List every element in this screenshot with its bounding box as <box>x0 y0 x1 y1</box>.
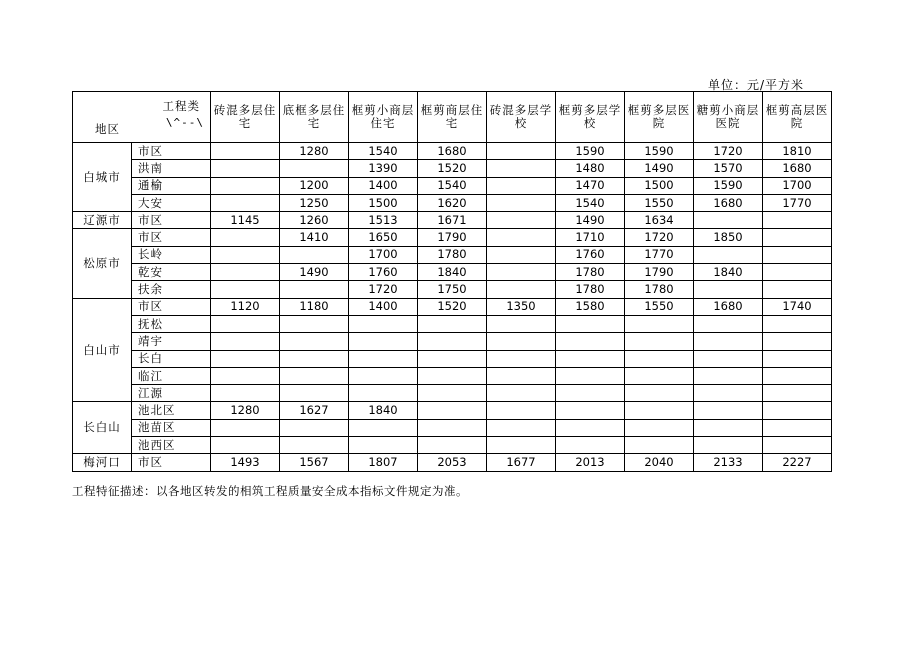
value-cell <box>763 315 832 332</box>
value-cell <box>487 315 556 332</box>
value-cell: 1627 <box>280 402 349 419</box>
value-cell <box>211 160 280 177</box>
value-cell: 1180 <box>280 298 349 315</box>
value-cell: 1720 <box>349 281 418 298</box>
value-cell <box>763 385 832 402</box>
table-row <box>73 367 832 384</box>
value-cell: 1634 <box>625 212 694 229</box>
value-cell: 1480 <box>556 160 625 177</box>
value-cell <box>418 315 487 332</box>
value-cell: 1780 <box>625 281 694 298</box>
value-cell: 1250 <box>280 194 349 211</box>
value-cell <box>211 264 280 281</box>
value-cell <box>694 212 763 229</box>
value-cell <box>418 419 487 436</box>
value-cell <box>556 419 625 436</box>
value-cell: 1810 <box>763 143 832 160</box>
value-cell <box>694 315 763 332</box>
value-cell <box>280 315 349 332</box>
diagonal-mark: \^--\ <box>165 116 204 129</box>
subregion-cell: 市区 <box>132 454 211 471</box>
value-cell <box>280 419 349 436</box>
value-cell: 1740 <box>763 298 832 315</box>
value-cell <box>763 264 832 281</box>
value-cell <box>625 367 694 384</box>
value-cell <box>487 264 556 281</box>
column-header: 砖混多层学校 <box>487 92 556 143</box>
value-cell <box>211 437 280 454</box>
value-cell <box>211 333 280 350</box>
value-cell <box>280 350 349 367</box>
value-cell: 1540 <box>556 194 625 211</box>
subregion-cell: 大安 <box>132 194 211 211</box>
value-cell: 1490 <box>625 160 694 177</box>
value-cell: 1590 <box>625 143 694 160</box>
value-cell: 1760 <box>349 264 418 281</box>
value-cell <box>280 246 349 263</box>
table-row <box>73 212 832 229</box>
value-cell <box>280 437 349 454</box>
value-cell <box>556 333 625 350</box>
value-cell <box>487 229 556 246</box>
value-cell <box>625 437 694 454</box>
value-cell: 1400 <box>349 298 418 315</box>
value-cell <box>487 350 556 367</box>
value-cell: 1580 <box>556 298 625 315</box>
value-cell <box>763 212 832 229</box>
value-cell: 1550 <box>625 298 694 315</box>
table-row <box>73 281 832 298</box>
value-cell <box>625 333 694 350</box>
value-cell: 1590 <box>556 143 625 160</box>
value-cell <box>625 315 694 332</box>
value-cell <box>763 419 832 436</box>
value-cell <box>556 367 625 384</box>
column-header: 框剪高层医院 <box>763 92 832 143</box>
value-cell <box>763 437 832 454</box>
value-cell: 1840 <box>349 402 418 419</box>
subregion-cell: 池苗区 <box>132 419 211 436</box>
subregion-cell: 市区 <box>132 298 211 315</box>
subregion-cell: 乾安 <box>132 264 211 281</box>
value-cell: 1500 <box>349 194 418 211</box>
value-cell <box>694 385 763 402</box>
value-cell: 1680 <box>694 298 763 315</box>
value-cell <box>625 402 694 419</box>
value-cell <box>349 385 418 402</box>
value-cell: 2040 <box>625 454 694 471</box>
value-cell <box>625 350 694 367</box>
value-cell <box>487 281 556 298</box>
value-cell <box>625 419 694 436</box>
value-cell <box>487 143 556 160</box>
value-cell <box>763 402 832 419</box>
value-cell <box>349 333 418 350</box>
value-cell <box>349 367 418 384</box>
value-cell: 1280 <box>211 402 280 419</box>
subregion-cell: 通榆 <box>132 177 211 194</box>
value-cell <box>349 315 418 332</box>
value-cell <box>556 350 625 367</box>
value-cell: 1680 <box>763 160 832 177</box>
value-cell <box>694 333 763 350</box>
region-cell: 白山市 <box>73 298 132 402</box>
value-cell <box>211 229 280 246</box>
value-cell: 1680 <box>418 143 487 160</box>
subregion-cell: 临江 <box>132 367 211 384</box>
value-cell: 1840 <box>418 264 487 281</box>
value-cell: 1513 <box>349 212 418 229</box>
value-cell <box>211 281 280 298</box>
value-cell: 2013 <box>556 454 625 471</box>
table-row <box>73 437 832 454</box>
value-cell <box>418 385 487 402</box>
column-header: 底框多层住宅 <box>280 92 349 143</box>
value-cell: 1790 <box>418 229 487 246</box>
unit-label: 单位：元/平方米 <box>708 78 805 92</box>
value-cell: 1350 <box>487 298 556 315</box>
value-cell: 1760 <box>556 246 625 263</box>
table-body <box>73 143 832 472</box>
value-cell: 1520 <box>418 160 487 177</box>
subregion-cell: 江源 <box>132 385 211 402</box>
value-cell <box>694 367 763 384</box>
value-cell <box>694 402 763 419</box>
value-cell <box>487 194 556 211</box>
table-row <box>73 177 832 194</box>
value-cell <box>211 315 280 332</box>
value-cell <box>487 367 556 384</box>
subregion-cell: 池北区 <box>132 402 211 419</box>
subregion-cell: 池西区 <box>132 437 211 454</box>
value-cell <box>211 177 280 194</box>
value-cell <box>211 385 280 402</box>
value-cell <box>280 333 349 350</box>
value-cell <box>556 385 625 402</box>
value-cell: 1780 <box>418 246 487 263</box>
value-cell <box>211 246 280 263</box>
value-cell: 1710 <box>556 229 625 246</box>
value-cell: 1540 <box>418 177 487 194</box>
table-row <box>73 350 832 367</box>
value-cell <box>694 281 763 298</box>
value-cell <box>625 385 694 402</box>
value-cell: 1570 <box>694 160 763 177</box>
value-cell: 1567 <box>280 454 349 471</box>
value-cell: 1770 <box>763 194 832 211</box>
table-row <box>73 264 832 281</box>
subregion-cell: 洪南 <box>132 160 211 177</box>
value-cell <box>556 315 625 332</box>
value-cell: 1807 <box>349 454 418 471</box>
region-cell: 梅河口 <box>73 454 132 471</box>
value-cell: 1493 <box>211 454 280 471</box>
value-cell <box>418 350 487 367</box>
value-cell <box>211 350 280 367</box>
subregion-cell: 长白 <box>132 350 211 367</box>
region-label: 地区 <box>95 122 120 136</box>
value-cell: 1280 <box>280 143 349 160</box>
table-row <box>73 298 832 315</box>
value-cell: 1770 <box>625 246 694 263</box>
subregion-cell: 长岭 <box>132 246 211 263</box>
value-cell: 1677 <box>487 454 556 471</box>
value-cell <box>487 246 556 263</box>
value-cell <box>763 229 832 246</box>
table-row <box>73 194 832 211</box>
value-cell: 2133 <box>694 454 763 471</box>
value-cell <box>418 437 487 454</box>
value-cell <box>211 194 280 211</box>
value-cell <box>349 419 418 436</box>
value-cell: 1540 <box>349 143 418 160</box>
value-cell: 1520 <box>418 298 487 315</box>
value-cell <box>487 333 556 350</box>
value-cell: 1390 <box>349 160 418 177</box>
value-cell <box>349 437 418 454</box>
header-row <box>73 92 832 143</box>
value-cell <box>556 437 625 454</box>
value-cell: 1780 <box>556 281 625 298</box>
value-cell <box>487 419 556 436</box>
region-cell: 长白山 <box>73 402 132 454</box>
value-cell <box>694 350 763 367</box>
value-cell <box>280 160 349 177</box>
value-cell <box>763 350 832 367</box>
subregion-cell: 扶余 <box>132 281 211 298</box>
value-cell <box>694 246 763 263</box>
value-cell <box>556 402 625 419</box>
value-cell: 1850 <box>694 229 763 246</box>
region-cell: 松原市 <box>73 229 132 298</box>
value-cell: 2053 <box>418 454 487 471</box>
value-cell: 1680 <box>694 194 763 211</box>
value-cell: 1671 <box>418 212 487 229</box>
value-cell: 1650 <box>349 229 418 246</box>
value-cell <box>487 437 556 454</box>
value-cell: 1470 <box>556 177 625 194</box>
value-cell: 1490 <box>556 212 625 229</box>
diagonal-header-cell <box>73 92 211 143</box>
value-cell <box>763 246 832 263</box>
value-cell: 1500 <box>625 177 694 194</box>
value-cell: 1750 <box>418 281 487 298</box>
column-header: 框剪小商层住宅 <box>349 92 418 143</box>
column-header: 框剪商层住宅 <box>418 92 487 143</box>
value-cell <box>418 402 487 419</box>
value-cell <box>418 367 487 384</box>
value-cell <box>280 281 349 298</box>
value-cell <box>280 367 349 384</box>
value-cell <box>487 212 556 229</box>
table-row <box>73 229 832 246</box>
value-cell <box>694 419 763 436</box>
value-cell <box>763 367 832 384</box>
value-cell <box>349 350 418 367</box>
table-row <box>73 402 832 419</box>
value-cell: 1700 <box>349 246 418 263</box>
value-cell <box>211 367 280 384</box>
value-cell <box>694 437 763 454</box>
value-cell <box>763 281 832 298</box>
table-row <box>73 454 832 471</box>
column-header: 框剪多层学校 <box>556 92 625 143</box>
value-cell: 1145 <box>211 212 280 229</box>
value-cell <box>487 177 556 194</box>
value-cell: 1720 <box>625 229 694 246</box>
value-cell: 1120 <box>211 298 280 315</box>
value-cell <box>487 160 556 177</box>
value-cell: 1840 <box>694 264 763 281</box>
project-type-label: 工程类 <box>162 99 200 113</box>
table-row <box>73 419 832 436</box>
subregion-cell: 市区 <box>132 143 211 160</box>
table-row <box>73 246 832 263</box>
value-cell: 1790 <box>625 264 694 281</box>
subregion-cell: 靖宇 <box>132 333 211 350</box>
subregion-cell: 市区 <box>132 229 211 246</box>
value-cell: 1200 <box>280 177 349 194</box>
table-row <box>73 315 832 332</box>
value-cell: 1550 <box>625 194 694 211</box>
table-row <box>73 143 832 160</box>
region-cell: 辽源市 <box>73 212 132 229</box>
subregion-cell: 市区 <box>132 212 211 229</box>
column-header: 框剪多层医院 <box>625 92 694 143</box>
value-cell: 2227 <box>763 454 832 471</box>
column-header: 砖混多层住宅 <box>211 92 280 143</box>
column-header: 糖剪小商层医院 <box>694 92 763 143</box>
value-cell <box>487 402 556 419</box>
value-cell: 1590 <box>694 177 763 194</box>
value-cell: 1780 <box>556 264 625 281</box>
value-cell: 1490 <box>280 264 349 281</box>
value-cell <box>280 385 349 402</box>
value-cell: 1620 <box>418 194 487 211</box>
value-cell: 1700 <box>763 177 832 194</box>
table-row <box>73 385 832 402</box>
value-cell <box>211 419 280 436</box>
cost-index-table <box>72 91 832 472</box>
value-cell: 1260 <box>280 212 349 229</box>
value-cell <box>763 333 832 350</box>
value-cell: 1410 <box>280 229 349 246</box>
subregion-cell: 抚松 <box>132 315 211 332</box>
value-cell <box>211 143 280 160</box>
value-cell: 1400 <box>349 177 418 194</box>
value-cell <box>487 385 556 402</box>
value-cell: 1720 <box>694 143 763 160</box>
table-row <box>73 160 832 177</box>
region-cell: 白城市 <box>73 143 132 212</box>
value-cell <box>418 333 487 350</box>
table-row <box>73 333 832 350</box>
footnote: 工程特征描述：以各地区转发的相筑工程质量安全成本指标文件规定为准。 <box>72 484 468 498</box>
